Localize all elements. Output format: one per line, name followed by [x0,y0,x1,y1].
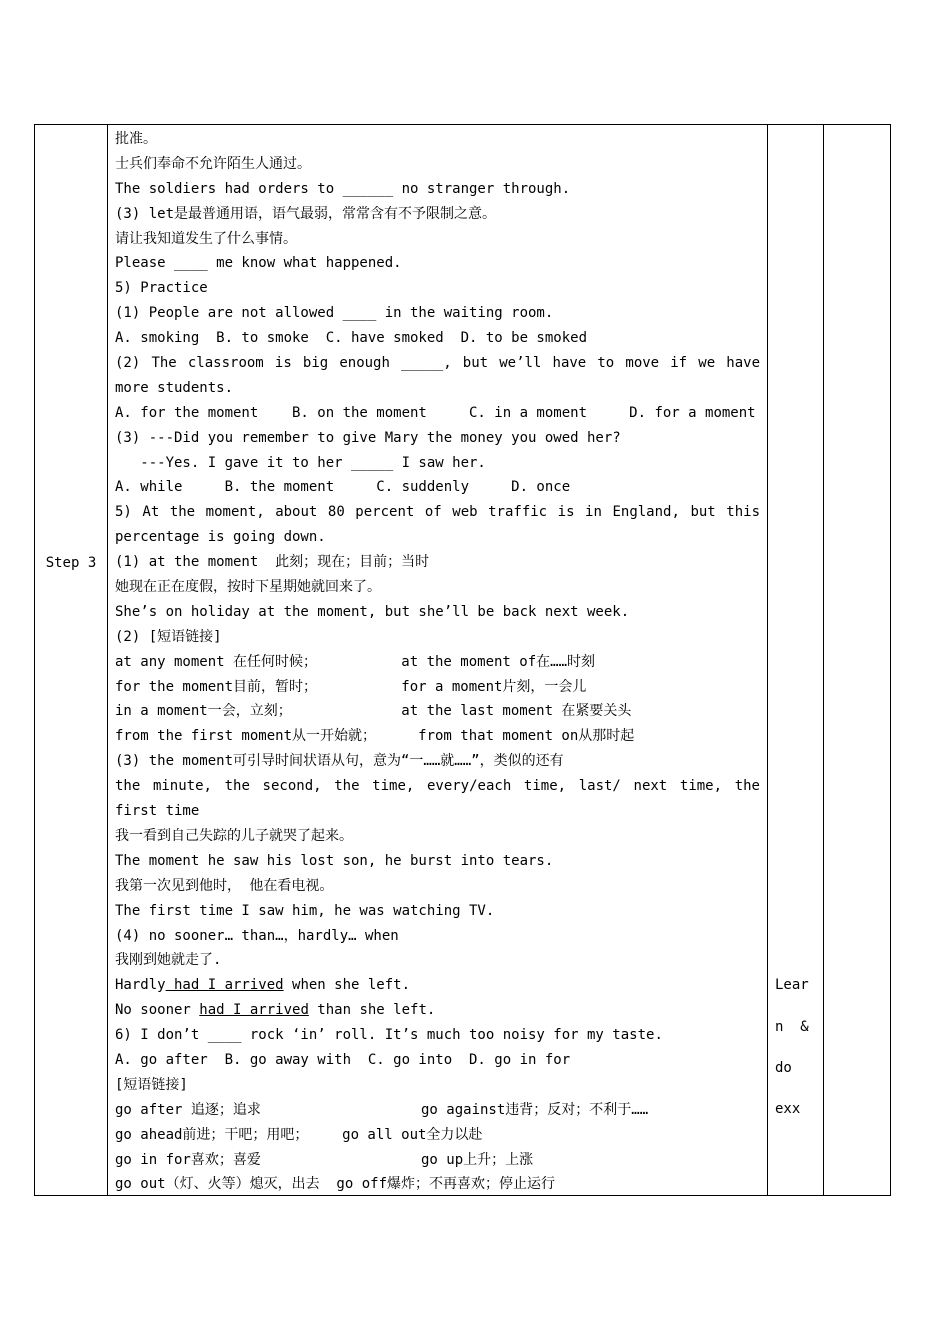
text-line: 请让我知道发生了什么事情。 [115,230,297,247]
text-line: 5) Practice [115,280,208,297]
text-line: go out（灯、火等）熄灭，出去 go off爆炸；不再喜欢；停止运行 [115,1176,556,1193]
text-line: 5) At the moment, about 80 percent of web traffic is in England, but this [115,504,760,521]
text-line: 6) I don’t ____ rock ‘in’ roll. It’s much too noisy for my taste. [115,1027,663,1044]
text-line: (2) [短语链接] [115,628,222,645]
text-line: A. smoking B. to smoke C. have smoked D. to be smoked [115,330,588,347]
text-line: 我第一次见到他时， 他在看电视。 [115,877,334,894]
text-segment: Hardly [115,977,166,994]
text-line: (1) People are not allowed ____ in the waiting room. [115,305,554,322]
text-line: Please ____ me know what happened. [115,255,402,272]
text-line: The first time I saw him, he was watching TV. [115,902,495,919]
text-line: She’s on holiday at the moment, but she’ll be back next week. [115,603,630,620]
text-line: (3) let是最普通用语，语气最弱，常常含有不予限制之意。 [115,205,496,222]
column-divider [107,125,108,1195]
text-line: (4) no sooner… than…，hardly… when [115,927,399,944]
side-note: n & [775,1019,809,1035]
text-segment: than she left. [308,1002,436,1019]
text-line: (1) at the moment 此刻；现在；目前；当时 [115,554,430,571]
text-line: (3) the moment可引导时间状语从句，意为“一……就……”，类似的还有 [115,753,564,770]
text-line: ---Yes. I gave it to her _____ I saw her. [115,454,486,471]
text-line: 批准。 [115,131,157,147]
text-line: 我刚到她就走了. [115,952,222,969]
text-line: 士兵们奉命不允许陌生人通过。 [115,155,311,172]
text-line: more students. [115,379,234,396]
text-line: A. while B. the moment C. suddenly D. once [115,479,571,496]
column-divider [767,125,768,1195]
text-line: in a moment一会，立刻； at the last moment 在紧要关头 [115,703,632,720]
text-line: 她现在正在度假，按时下星期她就回来了。 [115,579,381,596]
text-line: percentage is going down. [115,529,326,546]
text-line: The soldiers had orders to ______ no stranger through. [115,180,571,197]
step-label: Step 3 [45,555,97,571]
lesson-content [115,127,760,1197]
text-line: (2) The classroom is big enough _____, but we’ll have to move if we have [115,355,760,372]
text-segment: No sooner [115,1002,200,1019]
text-line: the minute, the second, the time, every/each time, last/ next time, the [115,778,760,795]
text-line [115,998,760,1023]
text-line: 我一看到自己失踪的儿子就哭了起来。 [115,827,353,844]
side-note: Lear [775,977,809,993]
text-line: first time [115,803,200,820]
text-line: go after 追逐；追求 go against违背；反对；不利于…… [115,1101,649,1118]
text-line: go in for喜欢；喜爱 go up上升；上涨 [115,1151,534,1168]
underlined-phrase: had I arrived [165,977,284,994]
text-line: from the first moment从一开始就； from that moment on从那时起 [115,728,635,745]
lesson-table [34,124,891,1196]
text-line: (3) ---Did you remember to give Mary the money you owed her? [115,429,621,446]
text-line: The moment he saw his lost son, he burst into tears. [115,852,554,869]
text-line: for the moment目前，暂时； for a moment片刻，一会儿 [115,678,587,695]
text-line: go ahead前进；干吧；用吧； go all out全力以赴 [115,1126,483,1143]
text-line: at any moment 在任何时候； at the moment of在……时刻 [115,653,596,670]
side-note: exx [775,1101,801,1117]
text-line [115,973,760,998]
side-note: do [775,1060,792,1076]
underlined-phrase: had I arrived [199,1002,309,1019]
text-line: A. go after B. go away with C. go into D. go in for [115,1051,571,1068]
text-line: [短语链接] [115,1076,188,1093]
text-segment: when she left. [283,977,411,994]
text-line: A. for the moment B. on the moment C. in a moment D. for a moment [115,404,756,421]
